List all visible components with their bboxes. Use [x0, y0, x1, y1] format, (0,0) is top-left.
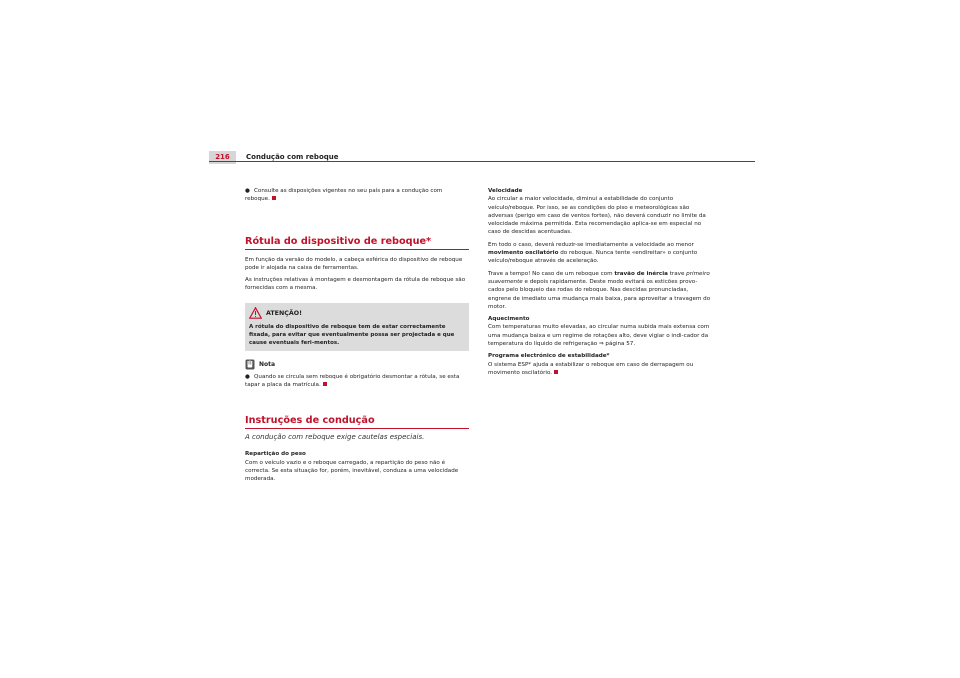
weight-distribution-text: Com o veículo vazio e o reboque carregado, a repartição do peso não é correcta. Se esta situação for, porém, inevitável, conduza a uma velocidade moderada.: [245, 459, 459, 483]
end-marker-icon: [323, 382, 327, 386]
end-marker-icon: [554, 370, 558, 374]
note-title: Nota: [259, 361, 276, 369]
warning-title: ATENÇÃO!: [266, 309, 302, 317]
speed-p3-italic-1: primeiro: [686, 270, 710, 277]
speed-heading: Velocidade: [488, 188, 523, 194]
section-title-ball-joint: Rótula do dispositivo de reboque*: [245, 236, 469, 250]
esp-heading: Programa electrónico de estabilidade*: [488, 353, 610, 360]
header-divider: [209, 161, 755, 162]
right-column: [488, 187, 712, 381]
bullet-icon: ●: [245, 373, 250, 380]
chapter-title: Condução com reboque: [246, 153, 339, 161]
heating-paragraph: [488, 323, 712, 348]
speed-p2-text-a: Em todo o caso, deverá reduzir-se imediatamente a velocidade ao menor: [488, 241, 694, 248]
section-lede: A condução com reboque exige cautelas especiais.: [245, 433, 425, 442]
speed-p3-text-a: Trave a tempo! No caso de um reboque com: [488, 270, 615, 277]
speed-p3-italic-2: suavemente: [488, 278, 523, 285]
intro-bullet-paragraph: [245, 187, 469, 204]
note-bullet-text: Quando se circula sem reboque é obrigatório desmontar a rótula, se esta tapar a placa da matrícula.: [245, 373, 460, 389]
heating-heading: Aquecimento: [488, 316, 530, 323]
speed-paragraph-2: [488, 241, 712, 266]
note-header: [245, 359, 469, 371]
section-title-driving-instructions: Instruções de condução: [245, 415, 469, 429]
intro-bullet-text: Consulte as disposições vigentes no seu país para a condução com reboque.: [245, 188, 443, 203]
left-column: [245, 187, 469, 488]
heating-text: Com temperaturas muito elevadas, ao circular numa subida mais extensa com uma mudança baixa e um regime de rotações alto, deve vigiar o indi-cador da temperatura do líquido de refrigeração: [488, 324, 710, 348]
page-reference-link[interactable]: ⇒ página 57.: [598, 341, 636, 348]
warning-triangle-icon: [249, 307, 262, 319]
weight-distribution-heading: Repartição do peso: [245, 451, 306, 458]
note-bullet-paragraph: [245, 373, 469, 390]
end-marker-icon: [272, 196, 276, 200]
ball-joint-paragraph-2: As instruções relativas à montagem e desmontagem da rótula de reboque são fornecidas com a mesma.: [245, 277, 466, 292]
warning-text: A rótula do dispositivo de reboque tem de estar correctamente fixada, para evitar que eventualmente possa ser projectada e que cause eventuais feri-mentos.: [249, 323, 455, 346]
speed-p2-bold: movimento oscilatório: [488, 250, 559, 257]
speed-p3-text-d: e depois rapidamente. Deste modo evitará os esticões provo-cados pelo bloqueio das rodas do reboque. Nas descidas pronunciadas, engrene de imediato uma mudança mais baixa, para aproveitar a travagem do motor.: [488, 278, 711, 310]
speed-paragraph-1: Ao circular a maior velocidade, diminui a estabilidade do conjunto veículo/reboque. Por isso, se as condições do piso e meteorológicas são adversas (perigo em caso de ventos fortes), não deverá conduzir no limite da velocidade máxima permitida. Esta recomendação aplica-se em especial no caso de descidas acentuadas.: [488, 196, 706, 236]
page-number: 216: [209, 151, 236, 164]
note-hand-icon: [245, 355, 255, 374]
speed-p3-bold: travão de inércia: [614, 270, 668, 277]
warning-box: [245, 303, 469, 351]
bullet-icon: ●: [245, 188, 250, 194]
esp-paragraph: [488, 361, 712, 378]
speed-p2-text-b: do reboque. Nunca tente «endireitar» o conjunto veículo/reboque através de aceleração.: [488, 250, 698, 265]
warning-header: [249, 307, 465, 320]
ball-joint-paragraph-1: Em função da versão do modelo, a cabeça esférica do dispositivo de reboque pode ir alojada na caixa de ferramentas.: [245, 256, 463, 271]
speed-paragraph-3: [488, 270, 712, 311]
speed-p3-text-b: trave: [667, 270, 687, 277]
esp-text: O sistema ESP* ajuda a estabilizar o reboque em caso de derrapagem ou movimento oscilatório.: [488, 361, 694, 376]
